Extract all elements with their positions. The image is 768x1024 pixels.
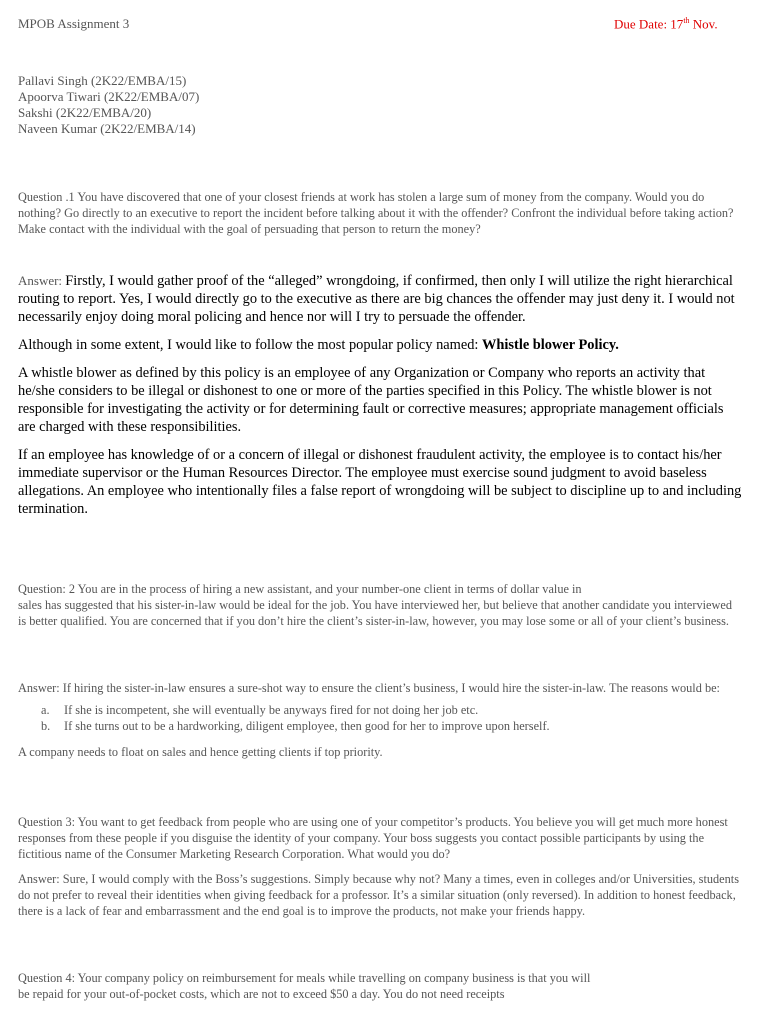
reasons-list xyxy=(18,702,743,734)
question-4 xyxy=(18,970,743,1002)
author: Pallavi Singh (2K22/EMBA/15) xyxy=(18,73,187,88)
question-2-rest: sales has suggested that his sister-in-law would be ideal for the job. You have interviewed her, but believe that another candidate you interviewed is better qualified. You are concerned that if you don’t hire the client’s sister-in-law, however, you may lose some or all of your client’s business. xyxy=(18,598,732,628)
question-4-line-1: Question 4: Your company policy on reimbursement for meals while travelling on company business is that you will xyxy=(18,971,591,985)
answer-2-conclusion: A company needs to float on sales and hence getting clients if top priority. xyxy=(18,745,383,759)
author: Naveen Kumar (2K22/EMBA/14) xyxy=(18,121,196,136)
answer-1 xyxy=(18,272,743,528)
list-item: a. If she is incompetent, she will eventually be anyways fired for not doing her job etc. xyxy=(41,703,479,717)
question-2 xyxy=(18,581,743,629)
document-title: MPOB Assignment 3 xyxy=(18,16,130,31)
author: Sakshi (2K22/EMBA/20) xyxy=(18,105,152,120)
list-item: b. If she turns out to be a hardworking, diligent employee, then good for her to improve upon herself. xyxy=(41,719,550,733)
answer-3: Answer: Sure, I would comply with the Boss’s suggestions. Simply because why not? Many a times, even in colleges and/or Universities, students do not prefer to reveal their identities when giving feedback for a professor. It’s a similar situation (only reversed). In addition to honest feedback, there is a lack of fear and embarrassment and the end goal is to improve the products, not make your friends happy. xyxy=(18,872,739,918)
answer-1-paragraph-2: Although in some extent, I would like to follow the most popular policy named: Whistle blower Policy. xyxy=(18,337,619,353)
question-1: Question .1 You have discovered that one of your closest friends at work has stolen a large sum of money from the company. Would you do nothing? Go directly to an executive to report the incident before talking about it with the offender? Confront the individual before taking action? Make contact with the individual with the goal of persuading that person to return the money? xyxy=(18,190,734,236)
list-marker: a. xyxy=(41,703,50,717)
due-date-label: Due Date: 17 xyxy=(614,16,684,32)
answer-label: Answer: xyxy=(18,273,66,288)
answer-2-intro: Answer: If hiring the sister-in-law ensures a sure-shot way to ensure the client’s business, I would hire the sister-in-law. The reasons would be: xyxy=(18,681,720,695)
due-date-suffix: th xyxy=(683,16,690,25)
answer-1-paragraph-1: Answer: Firstly, I would gather proof of the “alleged” wrongdoing, if confirmed, then only I will utilize the right hierarchical routing to report. Yes, I would directly go to the executive as there are big chances the offender may just deny it. I would not necessarily enjoy doing moral policing and hence nor will I try to persuade the offender. xyxy=(18,273,735,325)
question-2-line-1: Question: 2 You are in the process of hiring a new assistant, and your number-one client in terms of dollar value in xyxy=(18,582,582,596)
due-date xyxy=(614,16,718,32)
author: Apoorva Tiwari (2K22/EMBA/07) xyxy=(18,89,200,104)
list-marker: b. xyxy=(41,719,51,733)
policy-name: Whistle blower Policy. xyxy=(482,337,619,353)
answer-1-paragraph-4: If an employee has knowledge of or a concern of illegal or dishonest fraudulent activity, the employee is to contact his/her immediate supervisor or the Human Resources Director. The employee must exercise sound judgment to avoid baseless allegations. An employee who intentionally files a false report of wrongdoing will be subject to discipline up to and including termination. xyxy=(18,447,742,517)
author-list xyxy=(18,73,743,137)
answer-1-paragraph-3: A whistle blower as defined by this policy is an employee of any Organization or Company who reports an activity that he/she considers to be illegal or dishonest to one or more of the parties specified in this Policy. The whistle blower is not responsible for investigating the activity or for determining fault or corrective measures; appropriate management officials are charged with these responsibilities. xyxy=(18,365,724,435)
question-3: Question 3: You want to get feedback from people who are using one of your competitor’s products. You believe you will get much more honest responses from these people if you disguise the identity of your company. Your boss suggests you contact possible participants by using the fictitious name of the Consumer Marketing Research Corporation. What would you do? xyxy=(18,815,728,861)
question-4-line-2: be repaid for your out-of-pocket costs, which are not to exceed $50 a day. You do not need receipts xyxy=(18,987,505,1001)
due-date-month: Nov. xyxy=(689,16,718,32)
answer-2 xyxy=(18,680,743,760)
